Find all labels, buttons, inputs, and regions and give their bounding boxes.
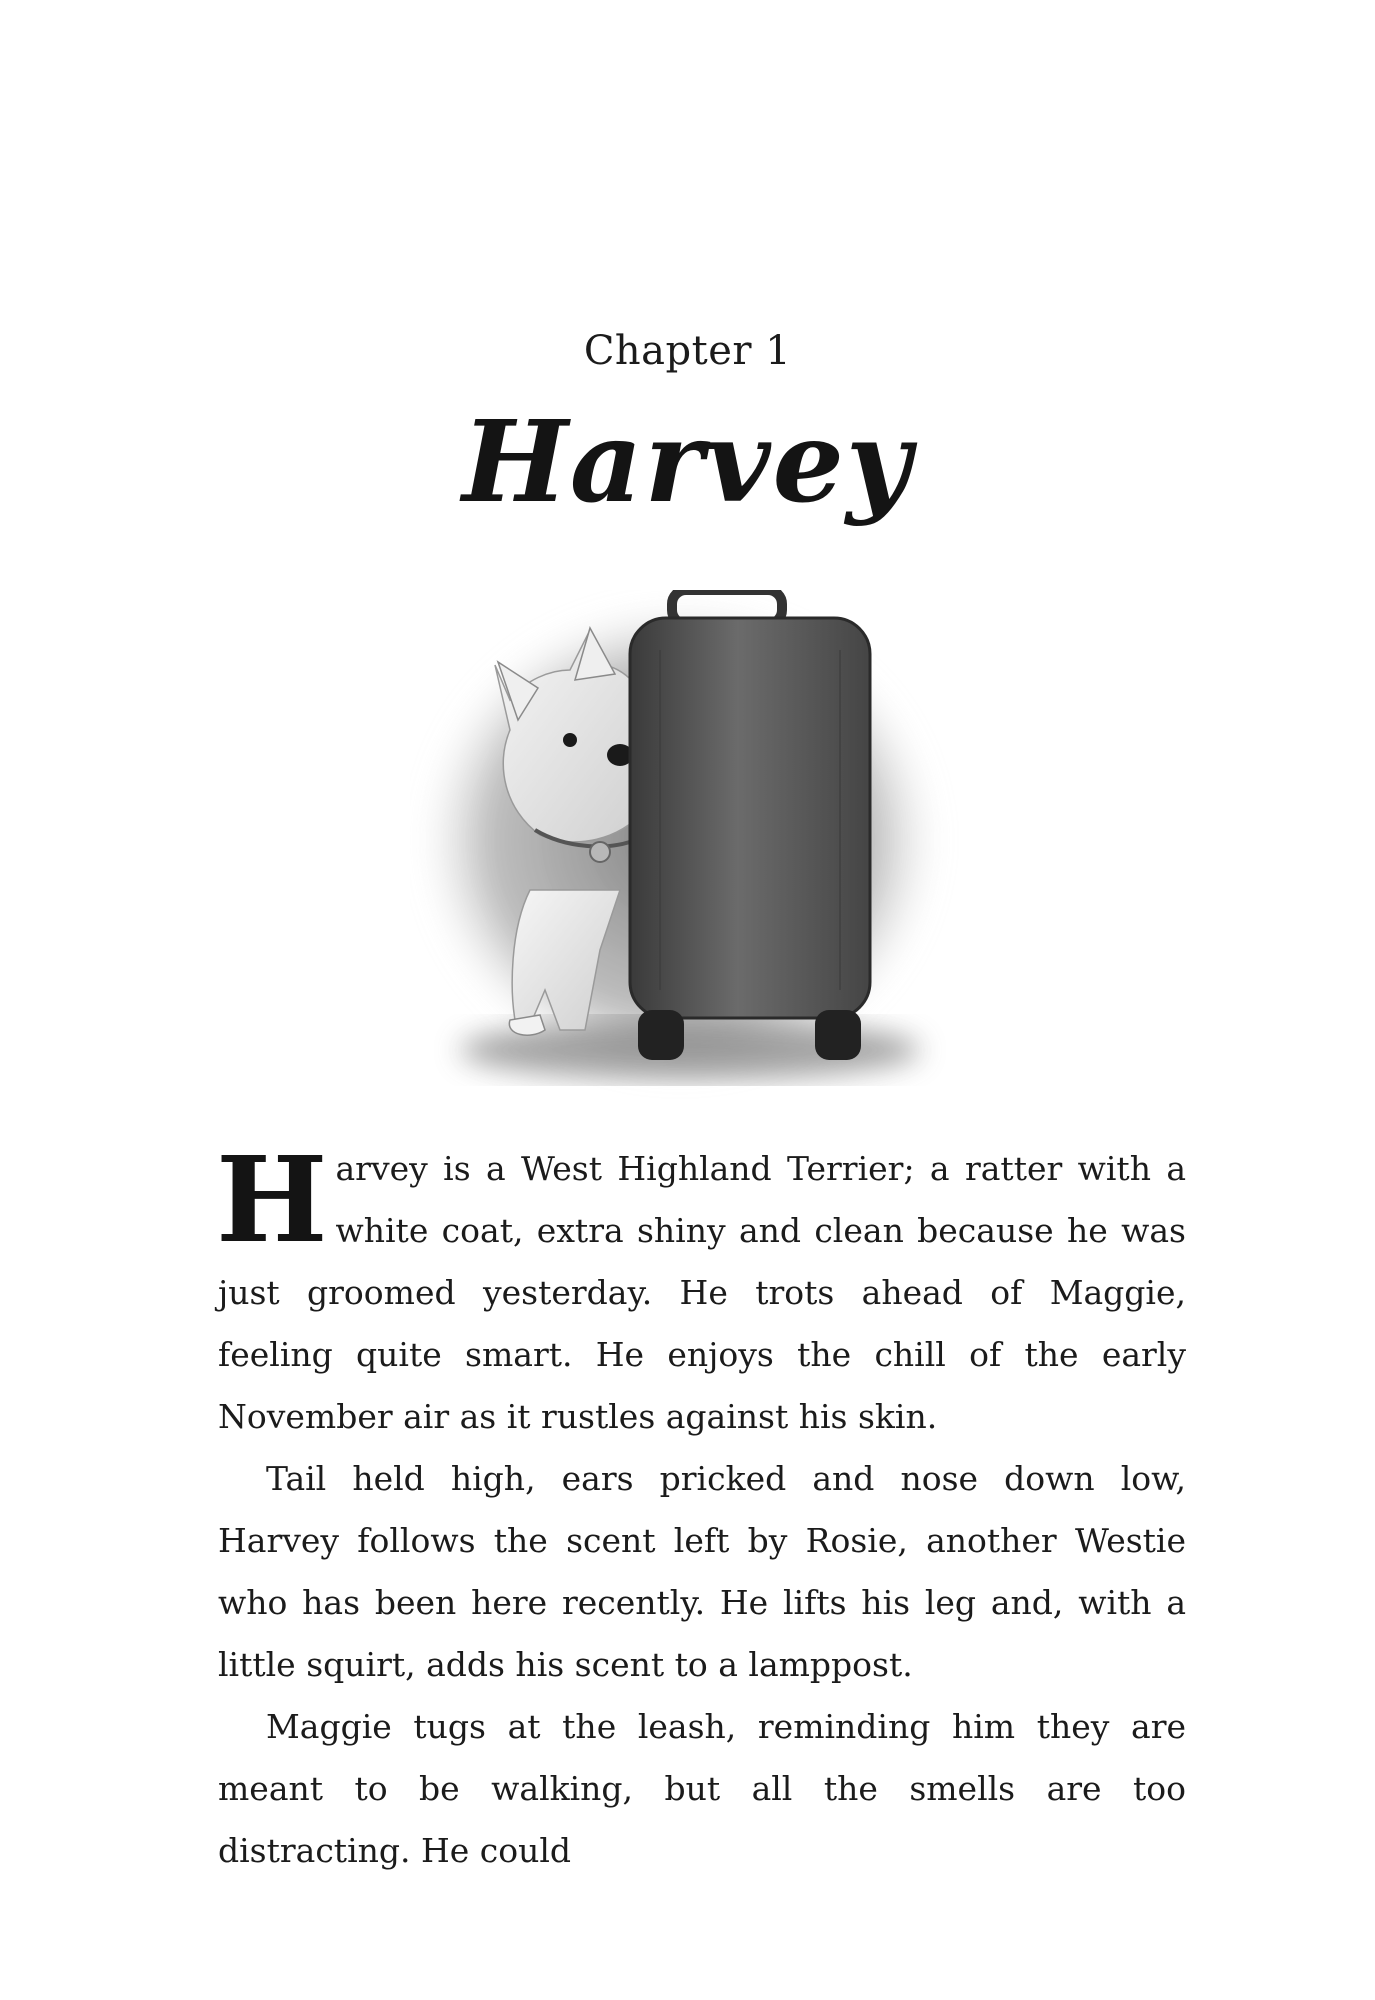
body-text (216, 1130, 1186, 1882)
chapter-title: Harvey (462, 397, 913, 528)
drop-cap: H (216, 1130, 328, 1269)
chapter-label: Chapter 1 (583, 328, 792, 374)
dog-and-suitcase-illustration (410, 590, 970, 1100)
paragraph-1-text: arvey is a West Highland Terrier; a ratter with a white coat, extra shiny and clean because he was just groomed yesterday. He trots ahead of Maggie, feeling quite smart. He enjoys the chill of the early November air as it rustles against his skin. (218, 1149, 1186, 1436)
paragraph-2: Tail held high, ears pricked and nose down low, Harvey follows the scent left by Rosie, another Westie who has been here recently. He lifts his leg and, with a little squirt, adds his scent to a lamppost. (218, 1459, 1186, 1684)
paragraph-1 (216, 1130, 1186, 1448)
paragraph-3: Maggie tugs at the leash, reminding him they are meant to be walking, but all the smells are too distracting. He could (218, 1707, 1186, 1870)
chapter-illustration (410, 590, 970, 1100)
